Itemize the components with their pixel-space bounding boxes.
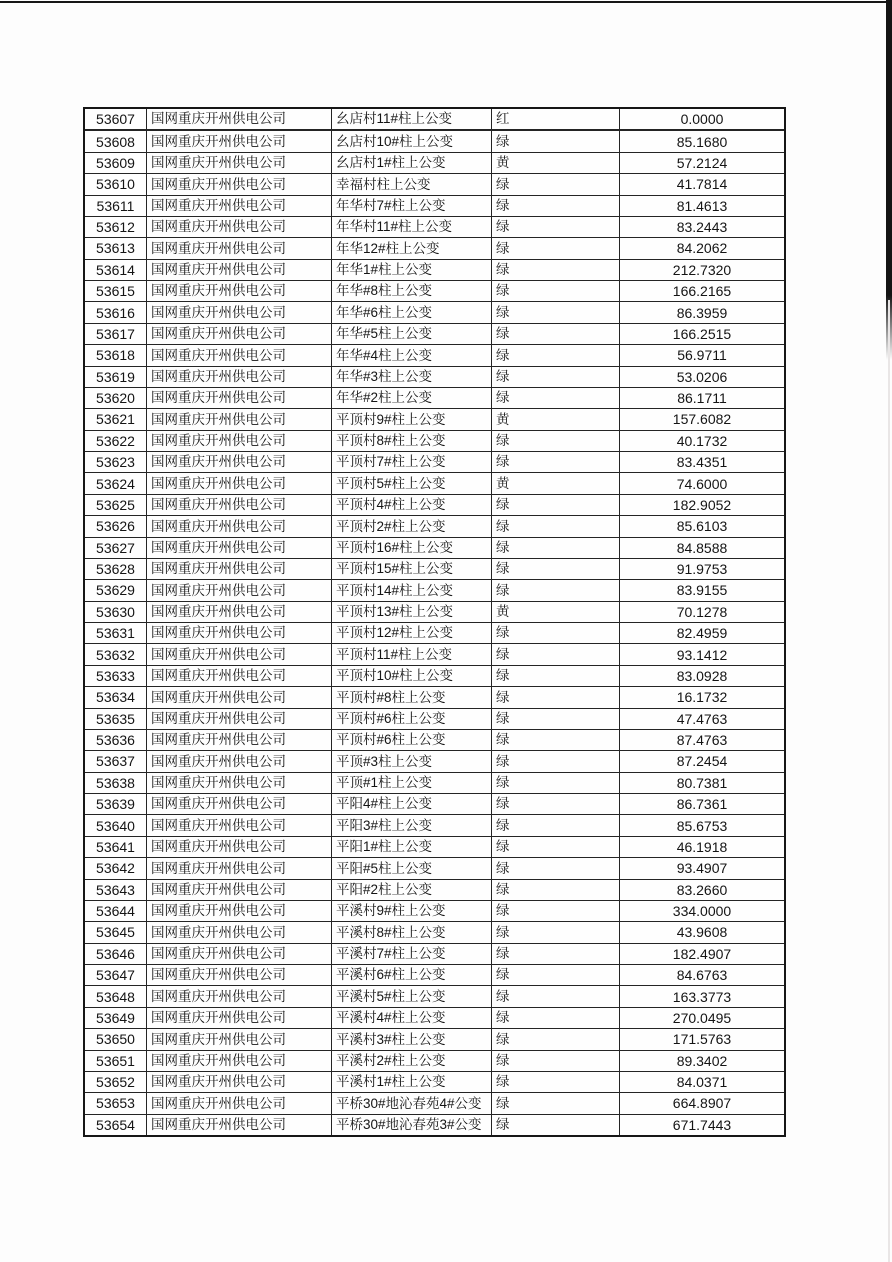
cell-row-id: 53609 [85,153,147,173]
cell-value: 86.3959 [676,304,728,321]
table-row [85,367,784,388]
cell-value: 166.2165 [672,283,732,300]
cell-value: 83.2443 [676,219,728,236]
cell-company-name: 国网重庆开州供电公司 [147,495,332,515]
cell-company-name: 国网重庆开州供电公司 [147,794,332,814]
cell-value: 166.2515 [672,325,732,342]
cell-value: 82.4959 [676,625,728,642]
cell-value: 43.9608 [676,924,728,941]
cell-transformer-name: 年华#3柱上公变 [332,367,492,387]
cell-status-color: 绿 [492,452,620,472]
cell-company-name: 国网重庆开州供电公司 [147,986,332,1006]
cell-row-id: 53614 [85,260,147,280]
table-row [85,516,784,537]
cell-row-id: 53622 [85,431,147,451]
cell-company-name: 国网重庆开州供电公司 [147,666,332,686]
table-row [85,473,784,494]
table-row [85,452,784,473]
table-row [85,174,784,195]
cell-transformer-name: 幺店村10#柱上公变 [332,131,492,151]
cell-transformer-name: 年华#5柱上公变 [332,324,492,344]
cell-company-name: 国网重庆开州供电公司 [147,965,332,985]
cell-company-name: 国网重庆开州供电公司 [147,367,332,387]
cell-value: 83.9155 [676,582,728,599]
cell-value: 182.9052 [672,496,732,513]
cell-row-id: 53616 [85,302,147,322]
table-row [85,965,784,986]
cell-transformer-name: 平溪村8#柱上公变 [332,922,492,942]
cell-transformer-name: 年华村11#柱上公变 [332,217,492,237]
cell-status-color: 绿 [492,815,620,835]
cell-value: 46.1918 [676,838,728,855]
cell-status-color: 绿 [492,1093,620,1113]
cell-transformer-name: 平顶村10#柱上公变 [332,666,492,686]
cell-value: 70.1278 [676,603,728,620]
cell-company-name: 国网重庆开州供电公司 [147,858,332,878]
cell-status-color: 绿 [492,495,620,515]
cell-status-color: 绿 [492,559,620,579]
cell-company-name: 国网重庆开州供电公司 [147,131,332,151]
cell-company-name: 国网重庆开州供电公司 [147,473,332,493]
table-row [85,1093,784,1114]
cell-status-color: 绿 [492,965,620,985]
cell-company-name: 国网重庆开州供电公司 [147,751,332,771]
cell-transformer-name: 平顶村7#柱上公变 [332,452,492,472]
cell-row-id: 53623 [85,452,147,472]
cell-value: 87.2454 [676,753,728,770]
cell-value: 84.2062 [676,240,728,257]
cell-row-id: 53618 [85,345,147,365]
cell-transformer-name: 平溪村2#柱上公变 [332,1051,492,1071]
cell-company-name: 国网重庆开州供电公司 [147,687,332,707]
cell-value: 91.9753 [676,561,728,578]
cell-value: 83.2660 [676,881,728,898]
cell-row-id: 53647 [85,965,147,985]
table-row [85,580,784,601]
table-row [85,623,784,644]
cell-row-id: 53627 [85,538,147,558]
cell-value: 84.0371 [676,1074,728,1091]
page-top-edge-line [0,1,892,3]
cell-company-name: 国网重庆开州供电公司 [147,1008,332,1028]
cell-transformer-name: 年华#6柱上公变 [332,302,492,322]
cell-row-id: 53610 [85,174,147,194]
cell-row-id: 53638 [85,773,147,793]
cell-row-id: 53632 [85,644,147,664]
cell-company-name: 国网重庆开州供电公司 [147,644,332,664]
page-right-edge-faint-line [888,300,890,1262]
cell-transformer-name: 平阳1#柱上公变 [332,837,492,857]
cell-company-name: 国网重庆开州供电公司 [147,452,332,472]
cell-value: 182.4907 [672,945,732,962]
cell-status-color: 绿 [492,986,620,1006]
cell-status-color: 黄 [492,409,620,429]
cell-transformer-name: 平顶村#6柱上公变 [332,709,492,729]
cell-company-name: 国网重庆开州供电公司 [147,388,332,408]
cell-value: 84.6763 [676,967,728,984]
cell-value: 163.3773 [672,988,732,1005]
cell-transformer-name: 平顶村11#柱上公变 [332,644,492,664]
table-row [85,196,784,217]
cell-transformer-name: 幺店村11#柱上公变 [332,109,492,129]
table-row [85,644,784,665]
table-row [85,131,784,152]
cell-value: 334.0000 [672,903,732,920]
cell-row-id: 53613 [85,238,147,258]
cell-company-name: 国网重庆开州供电公司 [147,217,332,237]
table-row [85,944,784,965]
cell-value: 86.1711 [677,390,727,407]
cell-row-id: 53629 [85,580,147,600]
table-row [85,431,784,452]
cell-value: 85.1680 [676,133,728,150]
cell-row-id: 53626 [85,516,147,536]
cell-transformer-name: 平溪村4#柱上公变 [332,1008,492,1028]
table-row [85,388,784,409]
table-row [85,794,784,815]
cell-company-name: 国网重庆开州供电公司 [147,944,332,964]
cell-status-color: 黄 [492,473,620,493]
cell-company-name: 国网重庆开州供电公司 [147,174,332,194]
cell-transformer-name: 年华#8柱上公变 [332,281,492,301]
cell-company-name: 国网重庆开州供电公司 [147,324,332,344]
cell-value: 171.5763 [672,1031,732,1048]
cell-status-color: 绿 [492,687,620,707]
table-row [85,687,784,708]
cell-value: 270.0495 [672,1009,732,1026]
cell-value: 84.8588 [676,539,728,556]
cell-company-name: 国网重庆开州供电公司 [147,196,332,216]
table-row [85,1051,784,1072]
cell-status-color: 绿 [492,1051,620,1071]
cell-row-id: 53645 [85,922,147,942]
cell-value: 83.0928 [676,667,728,684]
table-row [85,495,784,516]
cell-value: 87.4763 [676,732,728,749]
cell-status-color: 绿 [492,174,620,194]
cell-company-name: 国网重庆开州供电公司 [147,516,332,536]
cell-status-color: 绿 [492,281,620,301]
cell-value: 0.0000 [680,111,724,128]
cell-transformer-name: 平顶村#8柱上公变 [332,687,492,707]
cell-value: 41.7814 [676,176,728,193]
table-row [85,1008,784,1029]
table-row [85,1029,784,1050]
cell-value: 89.3402 [676,1052,728,1069]
cell-row-id: 53625 [85,495,147,515]
cell-row-id: 53637 [85,751,147,771]
table-row [85,773,784,794]
table-row [85,217,784,238]
cell-company-name: 国网重庆开州供电公司 [147,880,332,900]
cell-company-name: 国网重庆开州供电公司 [147,837,332,857]
cell-transformer-name: 平阳#5柱上公变 [332,858,492,878]
cell-status-color: 绿 [492,880,620,900]
cell-transformer-name: 年华1#柱上公变 [332,260,492,280]
table-row [85,559,784,580]
cell-status-color: 绿 [492,431,620,451]
cell-transformer-name: 平顶村13#柱上公变 [332,602,492,622]
cell-transformer-name: 平顶村14#柱上公变 [332,580,492,600]
cell-transformer-name: 平溪村6#柱上公变 [332,965,492,985]
cell-row-id: 53634 [85,687,147,707]
cell-row-id: 53654 [85,1115,147,1135]
cell-value: 40.1732 [676,432,728,449]
table-row [85,880,784,901]
cell-value: 212.7320 [672,261,732,278]
cell-row-id: 53617 [85,324,147,344]
cell-row-id: 53649 [85,1008,147,1028]
table-row [85,281,784,302]
cell-status-color: 绿 [492,345,620,365]
cell-status-color: 绿 [492,367,620,387]
cell-value: 664.8907 [672,1095,732,1112]
cell-transformer-name: 平顶#3柱上公变 [332,751,492,771]
cell-transformer-name: 平顶村16#柱上公变 [332,538,492,558]
cell-row-id: 53612 [85,217,147,237]
cell-company-name: 国网重庆开州供电公司 [147,623,332,643]
table-row [85,238,784,259]
cell-company-name: 国网重庆开州供电公司 [147,281,332,301]
table-row [85,986,784,1007]
cell-transformer-name: 幸福村柱上公变 [332,174,492,194]
cell-row-id: 53608 [85,131,147,151]
cell-status-color: 红 [492,109,620,129]
cell-company-name: 国网重庆开州供电公司 [147,602,332,622]
cell-status-color: 绿 [492,922,620,942]
cell-status-color: 绿 [492,666,620,686]
cell-row-id: 53635 [85,709,147,729]
cell-company-name: 国网重庆开州供电公司 [147,1029,332,1049]
cell-row-id: 53630 [85,602,147,622]
cell-value: 80.7381 [676,774,728,791]
cell-transformer-name: 平阳3#柱上公变 [332,815,492,835]
cell-value: 57.2124 [676,154,728,171]
table-row [85,922,784,943]
cell-transformer-name: 平顶村#6柱上公变 [332,730,492,750]
cell-company-name: 国网重庆开州供电公司 [147,1072,332,1092]
table-row [85,1072,784,1093]
cell-row-id: 53646 [85,944,147,964]
cell-status-color: 绿 [492,794,620,814]
table-row [85,602,784,623]
cell-status-color: 绿 [492,1008,620,1028]
table-row [85,324,784,345]
cell-transformer-name: 平顶村4#柱上公变 [332,495,492,515]
cell-row-id: 53636 [85,730,147,750]
cell-company-name: 国网重庆开州供电公司 [147,538,332,558]
cell-transformer-name: 平阳#2柱上公变 [332,880,492,900]
table-row [85,730,784,751]
table-row [85,837,784,858]
table-row [85,409,784,430]
cell-value: 93.1412 [676,646,728,663]
cell-status-color: 绿 [492,516,620,536]
cell-row-id: 53644 [85,901,147,921]
cell-status-color: 绿 [492,238,620,258]
cell-status-color: 黄 [492,153,620,173]
cell-row-id: 53611 [85,196,147,216]
cell-status-color: 绿 [492,388,620,408]
cell-status-color: 绿 [492,644,620,664]
cell-value: 56.9711 [677,347,727,364]
cell-value: 157.6082 [672,411,732,428]
table-row [85,538,784,559]
cell-transformer-name: 平溪村9#柱上公变 [332,901,492,921]
cell-transformer-name: 平溪村3#柱上公变 [332,1029,492,1049]
cell-status-color: 绿 [492,131,620,151]
cell-status-color: 绿 [492,260,620,280]
cell-value: 85.6753 [676,817,728,834]
cell-transformer-name: 平顶村9#柱上公变 [332,409,492,429]
table-row [85,345,784,366]
cell-company-name: 国网重庆开州供电公司 [147,1051,332,1071]
cell-status-color: 绿 [492,751,620,771]
cell-company-name: 国网重庆开州供电公司 [147,730,332,750]
cell-company-name: 国网重庆开州供电公司 [147,773,332,793]
cell-company-name: 国网重庆开州供电公司 [147,815,332,835]
cell-value: 671.7443 [672,1116,732,1133]
cell-value: 53.0206 [676,368,728,385]
cell-status-color: 绿 [492,623,620,643]
cell-transformer-name: 平阳4#柱上公变 [332,794,492,814]
cell-value: 83.4351 [676,454,728,471]
cell-status-color: 绿 [492,1072,620,1092]
cell-company-name: 国网重庆开州供电公司 [147,1115,332,1135]
cell-transformer-name: 平顶村5#柱上公变 [332,473,492,493]
cell-transformer-name: 平顶村15#柱上公变 [332,559,492,579]
cell-transformer-name: 平顶村8#柱上公变 [332,431,492,451]
cell-transformer-name: 平溪村5#柱上公变 [332,986,492,1006]
cell-status-color: 绿 [492,324,620,344]
cell-status-color: 绿 [492,538,620,558]
cell-company-name: 国网重庆开州供电公司 [147,260,332,280]
cell-status-color: 绿 [492,709,620,729]
cell-row-id: 53648 [85,986,147,1006]
cell-row-id: 53640 [85,815,147,835]
cell-company-name: 国网重庆开州供电公司 [147,1093,332,1113]
cell-status-color: 绿 [492,837,620,857]
cell-status-color: 黄 [492,602,620,622]
cell-status-color: 绿 [492,944,620,964]
table-row [85,666,784,687]
cell-value: 74.6000 [676,475,728,492]
cell-status-color: 绿 [492,901,620,921]
cell-transformer-name: 年华#4柱上公变 [332,345,492,365]
cell-row-id: 53650 [85,1029,147,1049]
cell-row-id: 53651 [85,1051,147,1071]
cell-row-id: 53624 [85,473,147,493]
transformer-data-table [83,107,786,1137]
cell-status-color: 绿 [492,773,620,793]
cell-value: 85.6103 [676,518,728,535]
cell-company-name: 国网重庆开州供电公司 [147,153,332,173]
cell-company-name: 国网重庆开州供电公司 [147,431,332,451]
cell-row-id: 53619 [85,367,147,387]
cell-value: 47.4763 [676,710,728,727]
cell-transformer-name: 平桥30#地沁春苑3#公变 [332,1115,492,1135]
cell-company-name: 国网重庆开州供电公司 [147,922,332,942]
cell-row-id: 53641 [85,837,147,857]
table-row [85,302,784,323]
table-row [85,109,784,131]
cell-company-name: 国网重庆开州供电公司 [147,409,332,429]
cell-transformer-name: 平顶村2#柱上公变 [332,516,492,536]
cell-status-color: 绿 [492,196,620,216]
table-row [85,815,784,836]
cell-row-id: 53607 [85,109,147,129]
cell-status-color: 绿 [492,302,620,322]
cell-transformer-name: 年华村7#柱上公变 [332,196,492,216]
cell-row-id: 53621 [85,409,147,429]
cell-status-color: 绿 [492,1115,620,1135]
table-row [85,260,784,281]
table-row [85,858,784,879]
cell-row-id: 53653 [85,1093,147,1113]
cell-status-color: 绿 [492,730,620,750]
cell-row-id: 53628 [85,559,147,579]
table-row [85,751,784,772]
cell-transformer-name: 平顶#1柱上公变 [332,773,492,793]
table-row [85,153,784,174]
cell-value: 81.4613 [676,197,728,214]
cell-row-id: 53633 [85,666,147,686]
cell-row-id: 53631 [85,623,147,643]
cell-transformer-name: 年华#2柱上公变 [332,388,492,408]
cell-row-id: 53652 [85,1072,147,1092]
cell-status-color: 绿 [492,858,620,878]
cell-company-name: 国网重庆开州供电公司 [147,109,332,129]
cell-transformer-name: 幺店村1#柱上公变 [332,153,492,173]
table-row [85,1115,784,1135]
cell-row-id: 53643 [85,880,147,900]
cell-company-name: 国网重庆开州供电公司 [147,709,332,729]
cell-value: 93.4907 [676,860,728,877]
cell-row-id: 53639 [85,794,147,814]
cell-row-id: 53615 [85,281,147,301]
cell-company-name: 国网重庆开州供电公司 [147,559,332,579]
cell-company-name: 国网重庆开州供电公司 [147,302,332,322]
cell-transformer-name: 平溪村7#柱上公变 [332,944,492,964]
cell-value: 86.7361 [676,796,728,813]
cell-transformer-name: 平顶村12#柱上公变 [332,623,492,643]
table-row [85,901,784,922]
cell-transformer-name: 年华12#柱上公变 [332,238,492,258]
cell-transformer-name: 平桥30#地沁春苑4#公变 [332,1093,492,1113]
cell-row-id: 53620 [85,388,147,408]
cell-company-name: 国网重庆开州供电公司 [147,345,332,365]
cell-row-id: 53642 [85,858,147,878]
cell-status-color: 绿 [492,1029,620,1049]
cell-status-color: 绿 [492,217,620,237]
cell-value: 16.1732 [676,689,728,706]
cell-company-name: 国网重庆开州供电公司 [147,901,332,921]
table-row [85,709,784,730]
cell-company-name: 国网重庆开州供电公司 [147,580,332,600]
cell-status-color: 绿 [492,580,620,600]
cell-transformer-name: 平溪村1#柱上公变 [332,1072,492,1092]
cell-company-name: 国网重庆开州供电公司 [147,238,332,258]
